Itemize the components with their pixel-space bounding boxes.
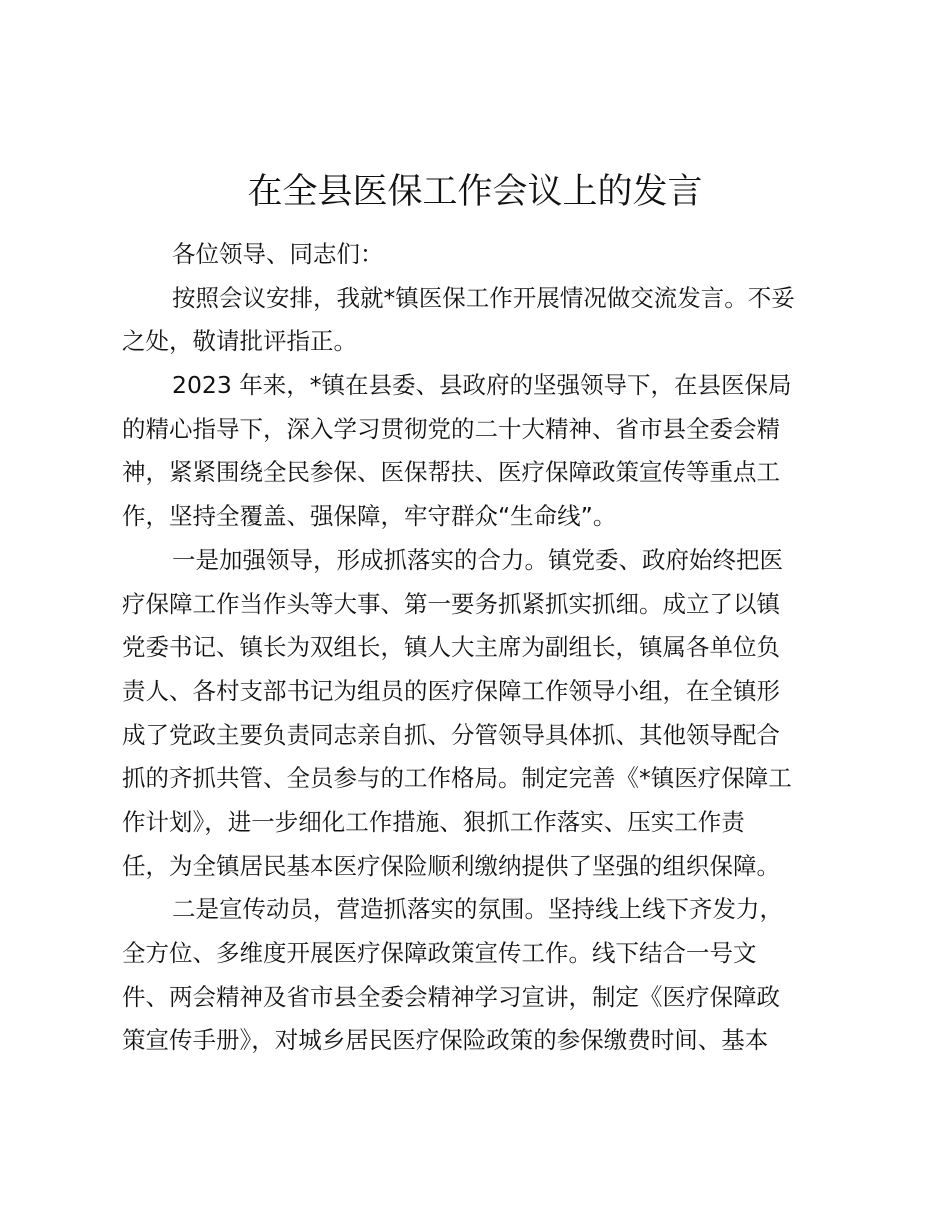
- text-line: 件、两会精神及省市县全委会精神学习宣讲，制定《医疗保障政: [122, 982, 780, 1011]
- text-line: 按照会议安排，我就*镇医保工作开展情况做交流发言。不妥: [172, 283, 795, 312]
- text-line: 党委书记、镇长为双组长，镇人大主席为副组长，镇属各单位负: [122, 633, 780, 662]
- text-line: 责人、各村支部书记为组员的医疗保障工作领导小组，在全镇形: [122, 676, 780, 705]
- text-line: 疗保障工作当作头等大事、第一要务抓紧抓实抓细。成立了以镇: [122, 589, 780, 618]
- text-line: 作计划》，进一步细化工作措施、狠抓工作落实、压实工作责: [122, 807, 745, 836]
- text-line: 2023 年来，*镇在县委、县政府的坚强领导下，在县医保局: [172, 371, 792, 400]
- text-line: 抓的齐抓共管、全员参与的工作格局。制定完善《*镇医疗保障工: [122, 764, 792, 793]
- text-line: 作，坚持全覆盖、强保障，牢守群众“生命线”。: [122, 502, 617, 531]
- text-line: 二是宣传动员，营造抓落实的氛围。坚持线上线下齐发力，: [172, 895, 783, 924]
- text-line: 之处，敬请批评指正。: [122, 327, 357, 356]
- text-line: 的精心指导下，深入学习贯彻党的二十大精神、省市县全委会精: [122, 414, 780, 443]
- text-line: 神，紧紧围绕全民参保、医保帮扶、医疗保障政策宣传等重点工: [122, 458, 780, 487]
- text-line: 策宣传手册》，对城乡居民医疗保险政策的参保缴费时间、基本: [122, 1026, 769, 1055]
- text-line: 各位领导、同志们：: [172, 240, 384, 268]
- text-line: 一是加强领导，形成抓落实的合力。镇党委、政府始终把医: [172, 545, 783, 574]
- text-line: 全方位、多维度开展医疗保障政策宣传工作。线下结合一号文: [122, 939, 757, 967]
- text-line: 任，为全镇居民基本医疗保险顺利缴纳提供了坚强的组织保障。: [122, 851, 780, 880]
- document-title: 在全县医保工作会议上的发言: [247, 172, 703, 212]
- text-line: 成了党政主要负责同志亲自抓、分管领导具体抓、其他领导配合: [122, 720, 780, 749]
- document-body: [122, 233, 834, 1063]
